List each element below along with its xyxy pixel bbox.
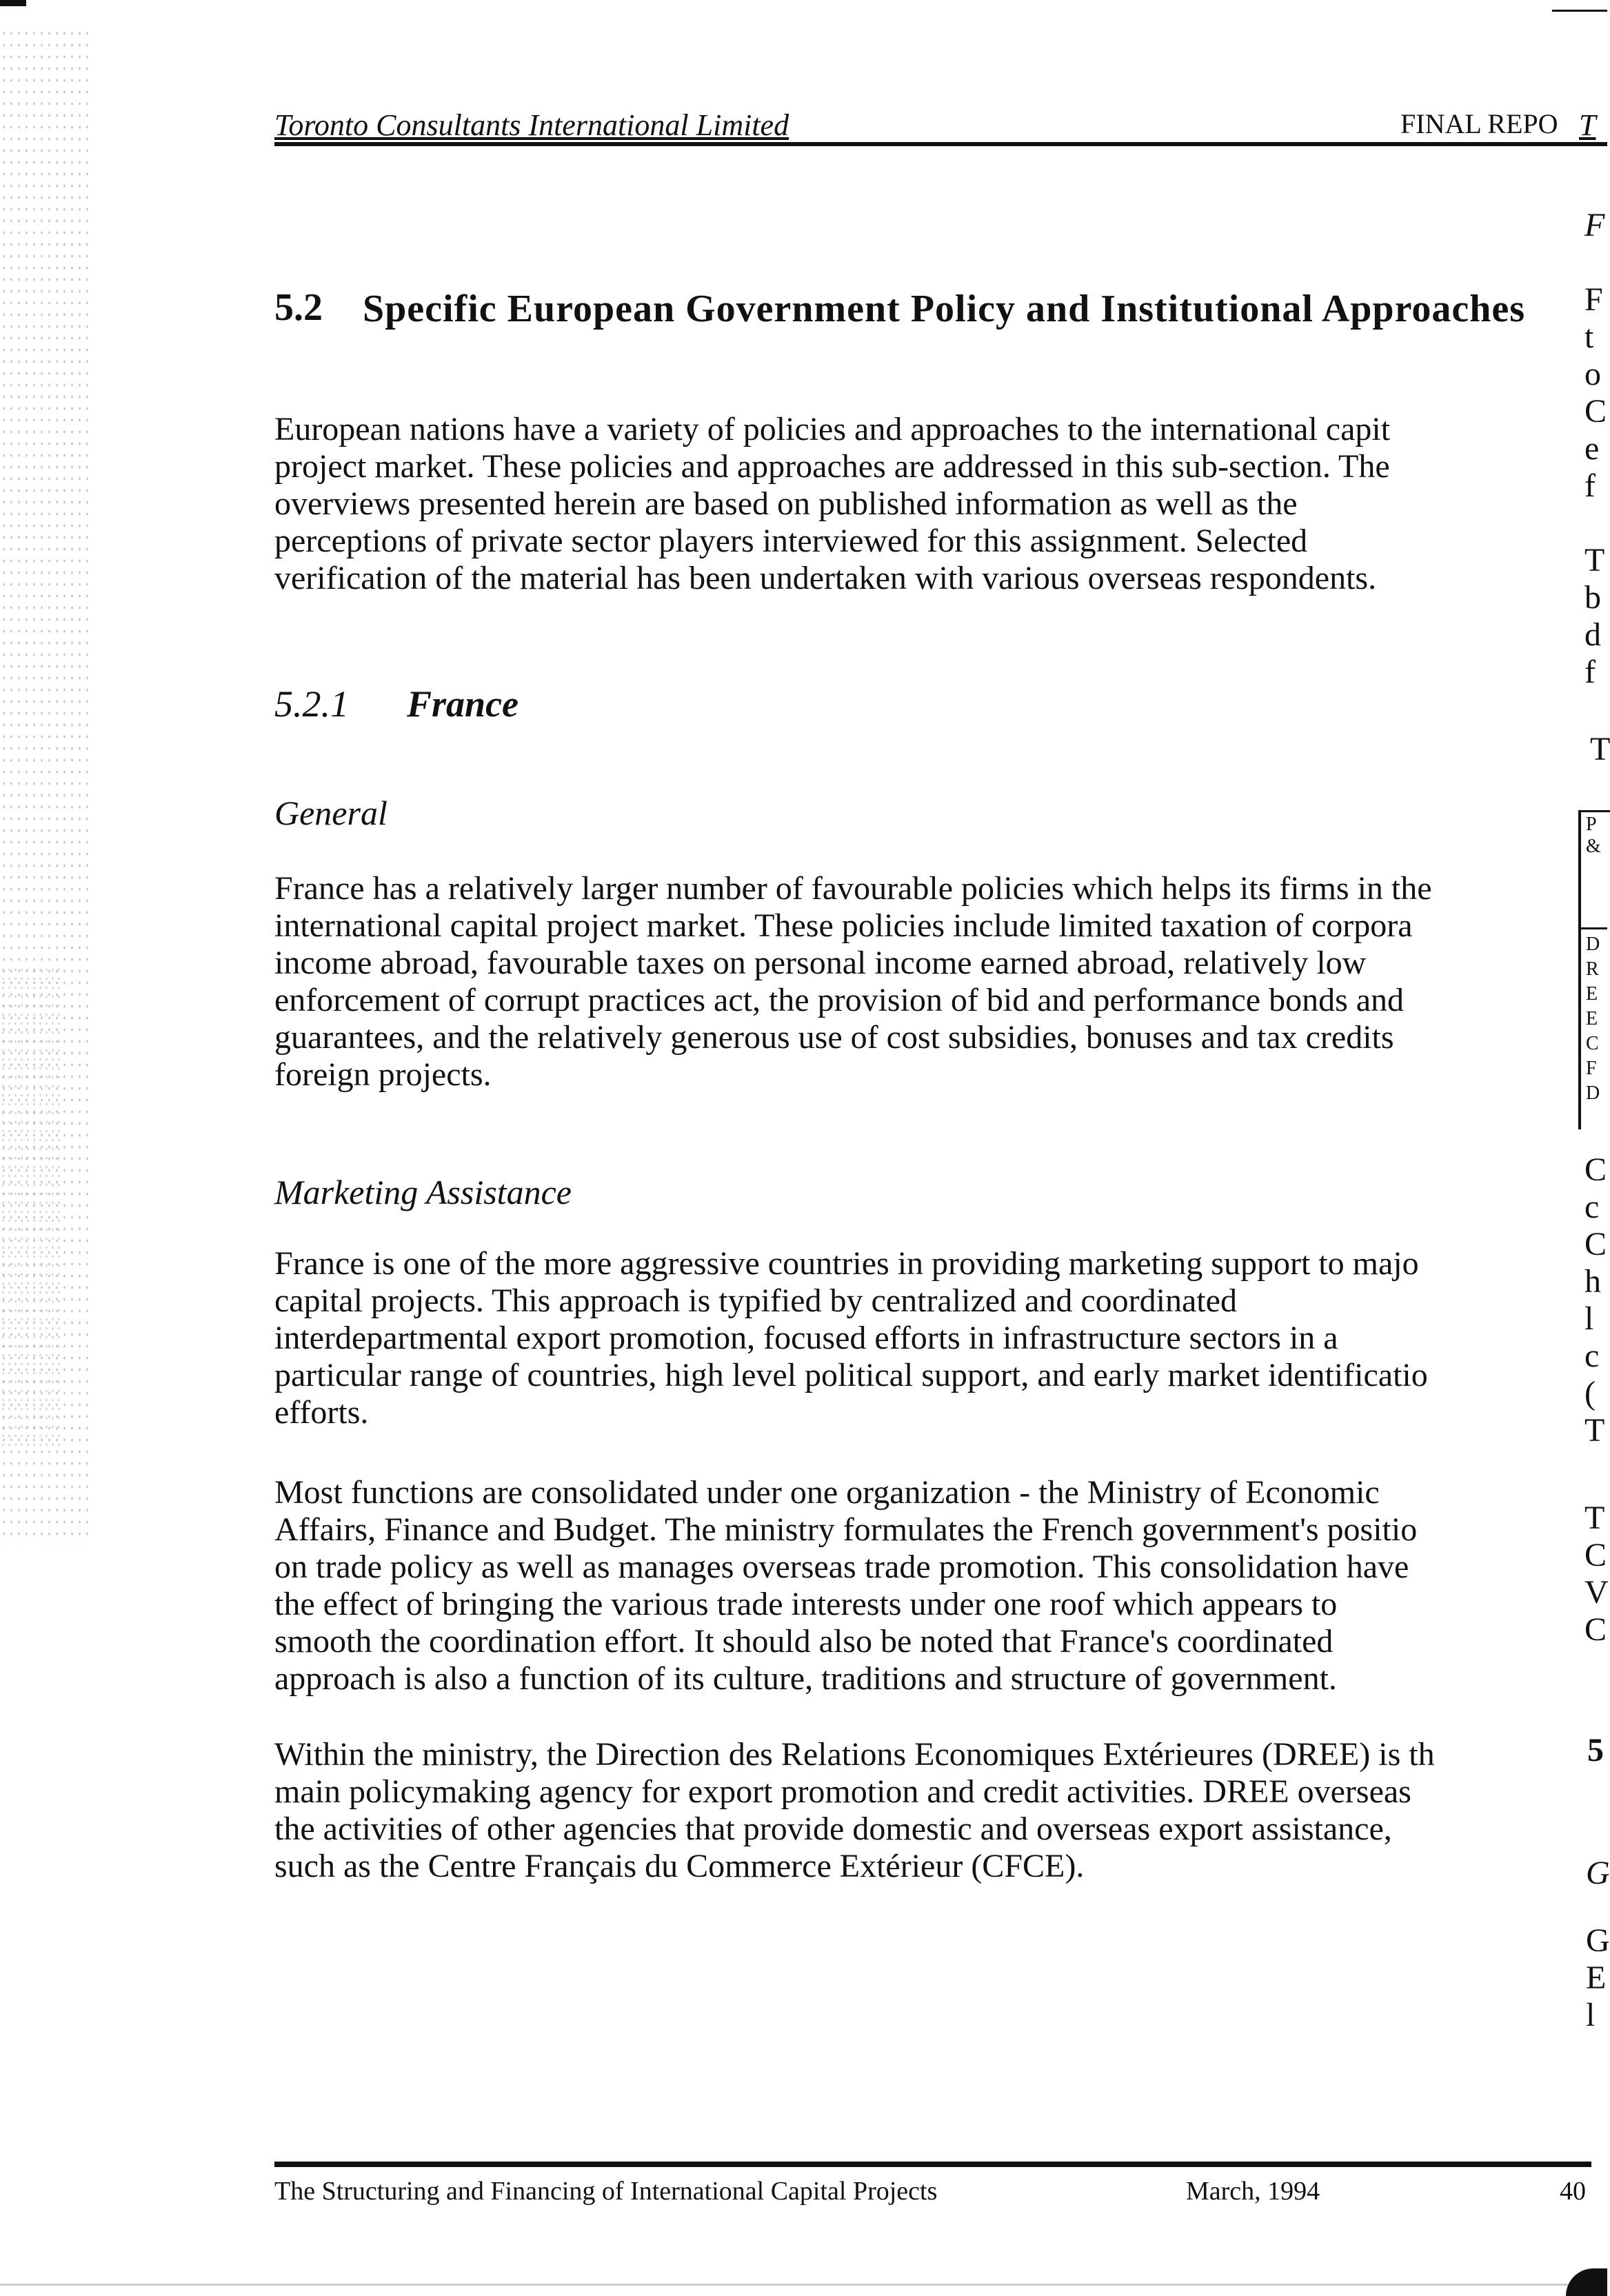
edge-text: T (1590, 731, 1610, 767)
scan-noise (0, 965, 62, 1448)
edge-text: T b d f (1584, 542, 1605, 690)
marketing-paragraph-2: Most functions are consolidated under one organization - the Ministry of Economic Affairs, Finance and Budget. The ministry formulates the French government's positio on trade policy as well as manages overseas trade promotion. This consolidation have the effect of bringing the various trade interests under one roof which appears to smooth the coordination effort. It should also be noted that France's coordinated approach is also a function of its culture, traditions and structure of government. (274, 1474, 1418, 1697)
edge-text: G (1586, 1855, 1610, 1891)
intro-paragraph: European nations have a variety of policies and approaches to the international capit project market. These policies and approaches are addressed in this sub-section. The overviews presented herein are based on published information as well as the perceptions of private sector players interviewed for this assignment. Selected verification of the material has been undertaken with various overseas respondents. (274, 411, 1391, 596)
page-number: 40 (1560, 2177, 1586, 2206)
header-fragment: T (1579, 108, 1596, 142)
subsection-number: 5.2.1 (274, 683, 349, 725)
marketing-paragraph-1: France is one of the more aggressive countries in providing marketing support to majo capital projects. This approach is typified by centralized and coordinated interdepartmental export promotion, focused efforts in infrastructure sectors in a particular range of countries, high level political support, and early market identificatio efforts. (274, 1245, 1428, 1431)
subsection-title: France (407, 683, 519, 725)
header-rule (274, 142, 1607, 146)
section-number: 5.2 (274, 286, 323, 329)
edge-text: F (1584, 207, 1605, 243)
footer-title: The Structuring and Financing of International Capital Projects (274, 2177, 938, 2206)
edge-text: G E l (1586, 1922, 1610, 2033)
edge-text: P & (1586, 814, 1601, 857)
edge-text: D R E E C F D (1586, 934, 1600, 1104)
scan-mark (1552, 0, 1607, 12)
footer-rule (274, 2162, 1591, 2167)
scan-mark (1566, 2268, 1607, 2296)
scan-line (0, 2284, 1607, 2286)
edge-text: 5 (1587, 1732, 1604, 1769)
marketing-heading: Marketing Assistance (274, 1173, 572, 1211)
header-company: Toronto Consultants International Limited (274, 108, 789, 142)
section-title: Specific European Government Policy and Institutional Approaches (363, 288, 1526, 330)
footer-date: March, 1994 (1186, 2177, 1320, 2206)
general-paragraph: France has a relatively larger number of favourable policies which helps its firms in the international capital project market. These policies include limited taxation of corpora income abroad, favourable taxes on personal income earned abroad, relatively low enforcement of corrupt practices act, the provision of bid and performance bonds and guarantees, and the relatively generous use of cost subsidies, bonuses and tax credits foreign projects. (274, 870, 1432, 1093)
edge-text: F t o C e f (1584, 281, 1607, 504)
header-report: FINAL REPO (1400, 108, 1558, 139)
edge-text: T C V C (1584, 1500, 1609, 1648)
general-heading: General (274, 794, 388, 832)
scan-mark (0, 0, 26, 6)
marketing-paragraph-3: Within the ministry, the Direction des Relations Economiques Extérieures (DREE) is th main policymaking agency for export promotion and credit activities. DREE overseas the activities of other agencies that provide domestic and overseas export assistance, such as the Centre Français du Commerce Extérieur (CFCE). (274, 1736, 1435, 1884)
edge-text: C c C h l c ( T (1584, 1151, 1607, 1449)
edge-table-rule (1578, 927, 1607, 929)
